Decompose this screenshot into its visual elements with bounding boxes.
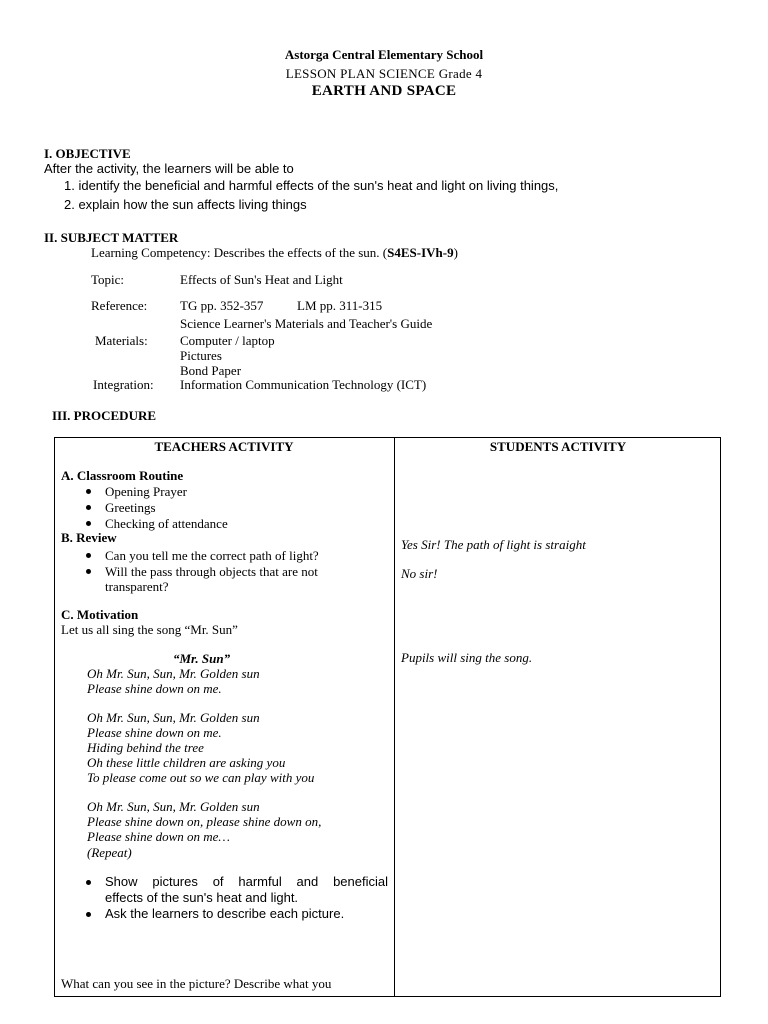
reference-tg: TG pp. 352-357 (180, 298, 264, 313)
topic-value: Effects of Sun's Heat and Light (180, 272, 343, 287)
routine-heading: A. Classroom Routine (61, 468, 184, 483)
routine-item: Checking of attendance (105, 516, 228, 531)
song-line: To please come out so we can play with you (87, 770, 315, 785)
student-review-answer-1: Yes Sir! The path of light is straight (401, 537, 586, 552)
motivation-intro: Let us all sing the song “Mr. Sun” (61, 622, 238, 637)
song-line: Oh Mr. Sun, Sun, Mr. Golden sun (87, 799, 260, 814)
review-question-2-line-2: transparent? (105, 579, 169, 594)
topic-label: Topic: (91, 272, 125, 287)
bullet-icon (86, 912, 91, 917)
song-line: Please shine down on, please shine down on, (87, 814, 322, 829)
song-line: Please shine down on me. (87, 725, 222, 740)
objective-item-1: 1. identify the beneficial and harmful effects of the sun's heat and light on living things, (64, 178, 559, 193)
reference-label: Reference: (91, 298, 148, 313)
ask-learners-line: Ask the learners to describe each picture. (105, 906, 345, 921)
song-line: Please shine down on me… (87, 829, 230, 844)
bullet-icon (86, 505, 91, 510)
student-review-answer-2: No sir! (401, 566, 438, 581)
bullet-icon (86, 521, 91, 526)
lesson-plan-title: LESSON PLAN SCIENCE Grade 4 (285, 66, 483, 81)
motivation-heading: C. Motivation (61, 607, 139, 622)
routine-item: Opening Prayer (105, 484, 187, 499)
bullet-icon (86, 489, 91, 494)
show-pictures-line-2: effects of the sun's heat and light. (105, 890, 299, 905)
song-title: “Mr. Sun” (173, 651, 231, 666)
song-line: Oh these little children are asking you (87, 755, 286, 770)
subject-matter-heading: II. SUBJECT MATTER (44, 230, 179, 245)
reference-lm: LM pp. 311-315 (297, 298, 383, 313)
song-line: (Repeat) (87, 845, 132, 860)
song-line: Hiding behind the tree (87, 740, 204, 755)
bullet-icon (86, 553, 91, 558)
table-column-divider (394, 437, 395, 997)
reference-line2: Science Learner's Materials and Teacher's Guide (180, 316, 433, 331)
material-item: Computer / laptop (180, 333, 275, 348)
objective-intro: After the activity, the learners will be able to (44, 161, 294, 176)
review-question-1: Can you tell me the correct path of light? (105, 548, 319, 563)
competency-suffix: ) (453, 245, 458, 260)
song-line: Oh Mr. Sun, Sun, Mr. Golden sun (87, 710, 260, 725)
review-question-2-line-1: Will the pass through objects that are not (105, 564, 318, 579)
bullet-icon (86, 880, 91, 885)
objective-heading: I. OBJECTIVE (44, 146, 131, 161)
page-title: EARTH AND SPACE (311, 83, 457, 99)
bullet-icon (86, 569, 91, 574)
material-item: Bond Paper (180, 363, 242, 378)
procedure-heading: III. PROCEDURE (52, 408, 157, 423)
song-line: Oh Mr. Sun, Sun, Mr. Golden sun (87, 666, 260, 681)
objective-item-2: 2. explain how the sun affects living things (64, 197, 307, 212)
review-heading: B. Review (61, 530, 117, 545)
school-name: Astorga Central Elementary School (284, 47, 484, 62)
bottom-question: What can you see in the picture? Describe what you (61, 976, 332, 991)
show-pictures-line-1: Show pictures of harmful and beneficial (105, 874, 388, 889)
competency-prefix: Learning Competency: Describes the effects of the sun. ( (91, 245, 388, 260)
material-item: Pictures (180, 348, 222, 363)
routine-item: Greetings (105, 500, 156, 515)
integration-value: Information Communication Technology (ICT) (180, 377, 427, 392)
materials-label: Materials: (95, 333, 148, 348)
student-motivation-answer: Pupils will sing the song. (401, 650, 533, 665)
learning-competency (91, 245, 458, 261)
integration-label: Integration: (93, 377, 154, 392)
teacher-activity-header: TEACHERS ACTIVITY (154, 439, 294, 454)
student-activity-header: STUDENTS ACTIVITY (489, 439, 627, 454)
song-line: Please shine down on me. (87, 681, 222, 696)
competency-code: S4ES-IVh-9 (387, 245, 454, 260)
